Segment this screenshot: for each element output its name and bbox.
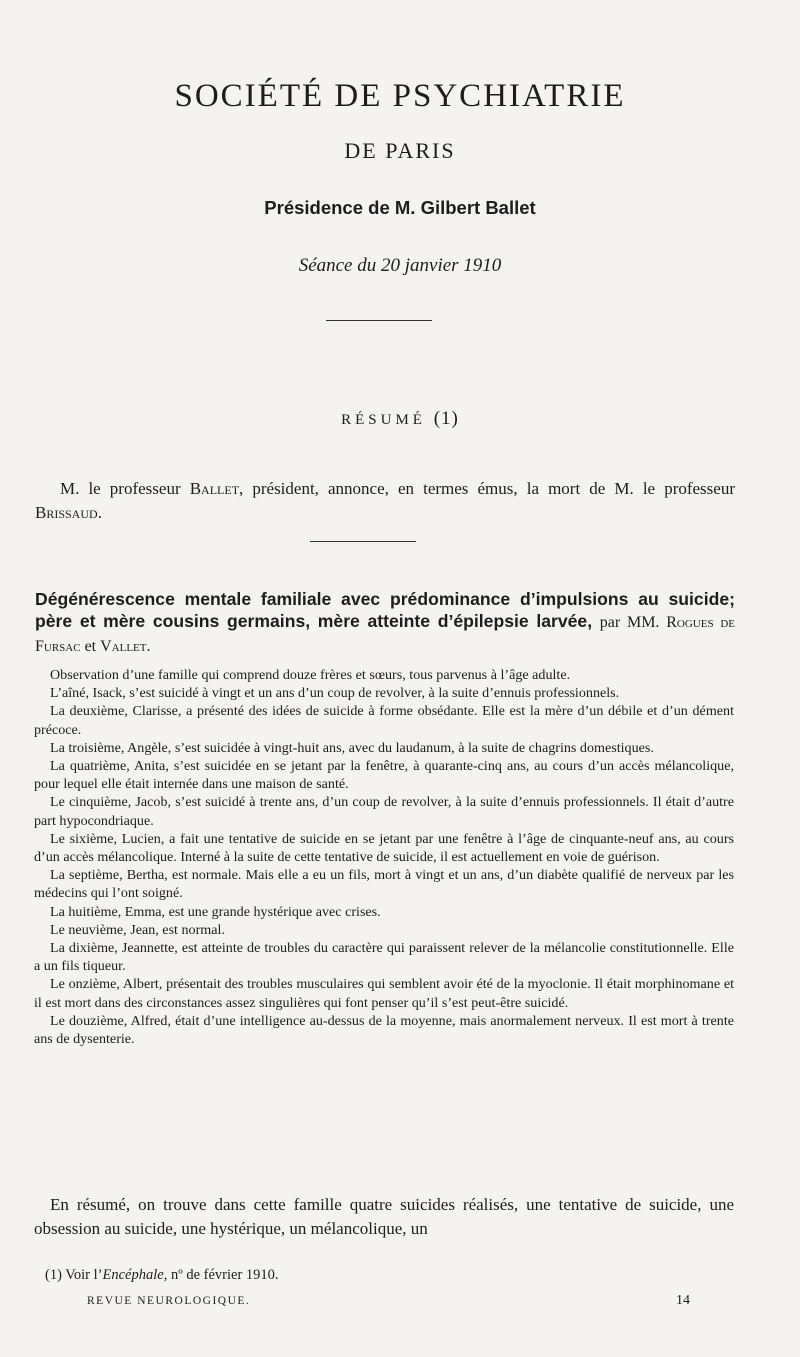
announcement-paragraph (35, 477, 735, 525)
resume-heading (0, 408, 800, 430)
divider-top (326, 320, 432, 321)
author-rogues-de-fursac: Rogues de Fursac (35, 614, 735, 655)
society-title: SOCIÉTÉ DE PSYCHIATRIE (174, 78, 626, 114)
footnote-journal: Encéphale (102, 1267, 164, 1283)
authors-prefix: par MM. (599, 614, 660, 631)
footnote-text-b: , nº de février 1910. (163, 1267, 279, 1283)
footnote (45, 1267, 279, 1284)
observation-paragraph: La deuxième, Clarisse, a présenté des idées de suicide à forme obsédante. Elle est la mère d’un débile et d’un dément précoce. (34, 703, 734, 738)
society-city: DE PARIS (344, 138, 456, 163)
observation-body (34, 666, 734, 1048)
observation-paragraph: Le sixième, Lucien, a fait une tentative de suicide en se jetant par une fenêtre à l’âge de cinquante-neuf ans, au cours d’un accès mélancolique. Interné à la suite de cette tentative de suicide, il est actuellement en voie de guérison. (34, 830, 734, 866)
observation-paragraph: Observation d’une famille qui comprend douze frères et sœurs, tous parvenus à l’âge adulte. (50, 667, 571, 683)
observation-paragraph: La troisième, Angèle, s’est suicidée à vingt-huit ans, avec du laudanum, à la suite de chagrins domestiques. (50, 739, 654, 756)
article-title-text: Dégénérescence mentale familiale avec prédominance d’impulsions au suicide; père et mère cousins germains, mère atteinte d’épilepsie larvée, (35, 589, 735, 631)
observation-paragraph: La septième, Bertha, est normale. Mais elle a eu un fils, mort à vingt et un ans, d’un diabète qualifié de nerveux par les médecins qui l’ont soigné. (34, 867, 734, 902)
author-vallet: Vallet (100, 638, 147, 655)
resume-footnote-mark: (1) (433, 408, 459, 429)
footnote-mark: (1) (45, 1267, 62, 1283)
observation-paragraph: La quatrième, Anita, s’est suicidée en se jetant par la fenêtre, à quarante-cinq ans, au cours d’un accès mélancolique, pour lequel elle était internée dans une maison de santé. (34, 758, 734, 793)
resume-heading-text: RÉSUMÉ (341, 412, 426, 428)
announcement-name-ballet: Ballet (189, 479, 240, 498)
observation-paragraph: Le onzième, Albert, présentait des troubles musculaires qui semblent avoir été de la myoclonie. Il était morphinomane et il est mort dans des circonstances assez singulières qui font penser qu’il s’est peut-être suicidé. (34, 976, 734, 1011)
observation-paragraph: Le douzième, Alfred, était d’une intelligence au-dessus de la moyenne, mais anormalement nerveux. Il est mort à trente ans de dysenterie. (34, 1012, 734, 1048)
observation-paragraph: L’aîné, Isack, s’est suicidé à vingt et un ans d’un coup de revolver, à la suite d’ennuis professionnels. (50, 685, 620, 702)
authors-join: et (84, 638, 97, 655)
announcement-name-brissaud: Brissaud (35, 503, 98, 522)
page-number: 14 (676, 1293, 690, 1308)
divider-middle (310, 541, 416, 542)
footnote-text-a: Voir l’ (65, 1267, 103, 1283)
presidency-line: Présidence de M. Gilbert Ballet (264, 197, 536, 218)
session-date: Séance du 20 janvier 1910 (298, 255, 502, 276)
announcement-text-b: , président, annonce, en termes émus, la mort de M. le professeur (239, 479, 735, 498)
article-title (35, 588, 735, 658)
announcement-text-a: M. le professeur (60, 479, 181, 498)
observation-paragraph: Le neuvième, Jean, est normal. (50, 921, 225, 938)
announcement-text-c: . (97, 503, 102, 522)
observation-paragraph: Le cinquième, Jacob, s’est suicidé à trente ans, d’un coup de revolver, à la suite d’ennuis professionnels. Il était d’autre part hypocondriaque. (34, 794, 734, 829)
observation-paragraph: La huitième, Emma, est une grande hystérique avec crises. (50, 903, 381, 920)
observation-paragraph: La dixième, Jeannette, est atteinte de troubles du caractère qui paraissent relever de la mélancolie constitutionnelle. Elle a un fils tiqueur. (34, 940, 734, 975)
authors-end: . (146, 638, 151, 655)
summary-paragraph: En résumé, on trouve dans cette famille quatre suicides réalisés, une tentative de suicide, une obsession au suicide, une hystérique, un mélancolique, un (34, 1195, 734, 1238)
running-footer-journal: REVUE NEUROLOGIQUE. (87, 1295, 251, 1307)
